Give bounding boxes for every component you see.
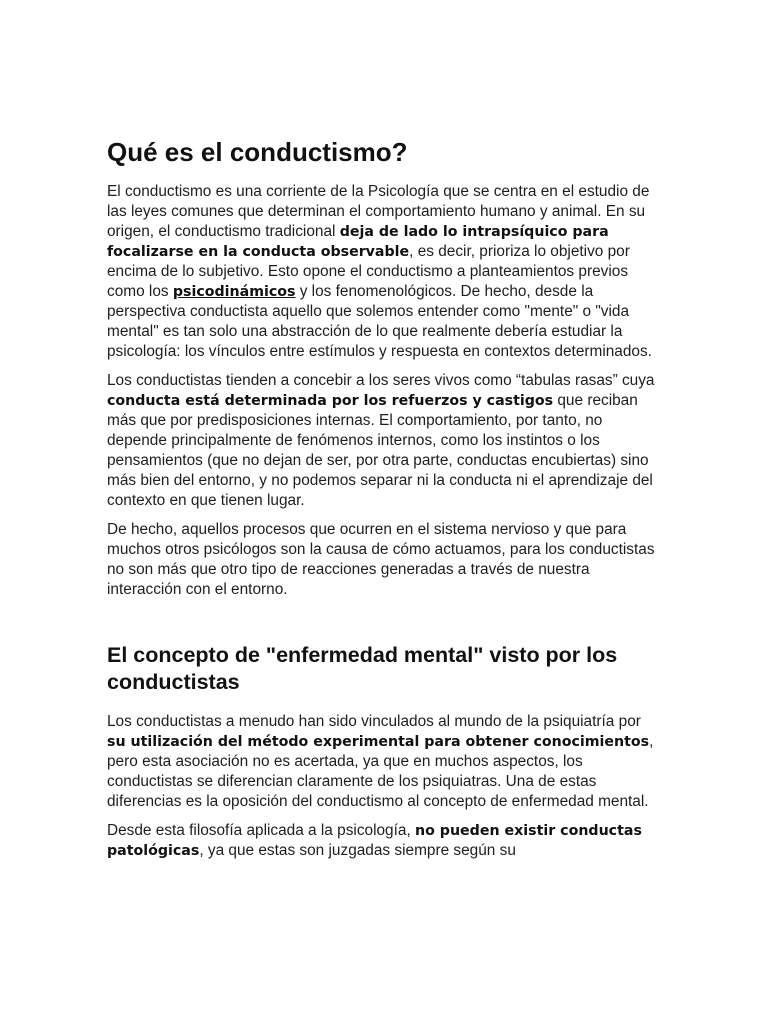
paragraph-3 xyxy=(107,520,659,600)
paragraph-2 xyxy=(107,371,659,511)
paragraph-3-text-1: De hecho, aquellos procesos que ocurren en el sistema nervioso y que para muchos otros psicólogos son la causa de cómo actuamos, para los conductistas no son más que otro tipo de reacciones generadas a través de nuestra interacción con el entorno. xyxy=(107,521,655,598)
paragraph-5-text-1: Desde esta filosofía aplicada a la psicología, xyxy=(107,822,416,839)
psicodinamicos-link[interactable]: psicodinámicos xyxy=(172,284,296,300)
document-page xyxy=(107,136,659,870)
paragraph-4 xyxy=(107,712,659,812)
paragraph-5-text-2: , ya que estas son juzgadas siempre según su xyxy=(199,842,516,859)
paragraph-4-text-2: , pero esta asociación no es acertada, ya que en muchos aspectos, los conductistas se diferencian claramente de los psiquiatras. Una de estas diferencias es la oposición del conductismo al concepto de enfermedad mental. xyxy=(107,733,654,810)
paragraph-2-text-2: que reciban más que por predisposiciones internas. El comportamiento, por tanto, no depende principalmente de fenómenos internos, como los instintos o los pensamientos (que no dejan de ser, por otra parte, conductas encubiertas) sino más bien del entorno, y no podemos separar ni la conducta ni el aprendizaje del contexto en que tienen lugar. xyxy=(107,392,653,509)
page-title: Qué es el conductismo? xyxy=(107,137,408,167)
paragraph-2-bold-1: conducta está determinada por los refuerzos y castigos xyxy=(107,393,554,409)
paragraph-1 xyxy=(107,182,659,362)
paragraph-2-text-1: Los conductistas tienden a concebir a los seres vivos como “tabulas rasas” cuya xyxy=(107,372,655,389)
paragraph-1-bold-1: deja de lado lo intrapsíquico para focalizarse en la conducta observable xyxy=(107,224,609,260)
paragraph-1-text-3: y los fenomenológicos. De hecho, desde la perspectiva conductista aquello que solemos entender como "mente" o "vida mental" es tan solo una abstracción de lo que realmente debería estudiar la psicología: los vínculos entre estímulos y respuesta en contextos determinados. xyxy=(107,283,652,360)
paragraph-4-bold-1: su utilización del método experimental para obtener conocimientos xyxy=(107,734,650,750)
paragraph-1-text-1: El conductismo es una corriente de la Psicología que se centra en el estudio de las leyes comunes que determinan el comportamiento humano y animal. En su origen, el conductismo tradicional xyxy=(107,183,650,240)
paragraph-5 xyxy=(107,821,659,861)
paragraph-5-bold-1: no pueden existir conductas patológicas xyxy=(107,823,642,859)
paragraph-1-text-2: , es decir, prioriza lo objetivo por encima de lo subjetivo. Esto opone el conductismo a planteamientos previos como los xyxy=(107,243,630,300)
section-heading: El concepto de "enfermedad mental" visto por los conductistas xyxy=(107,643,618,694)
paragraph-4-text-1: Los conductistas a menudo han sido vinculados al mundo de la psiquiatría por xyxy=(107,713,641,730)
